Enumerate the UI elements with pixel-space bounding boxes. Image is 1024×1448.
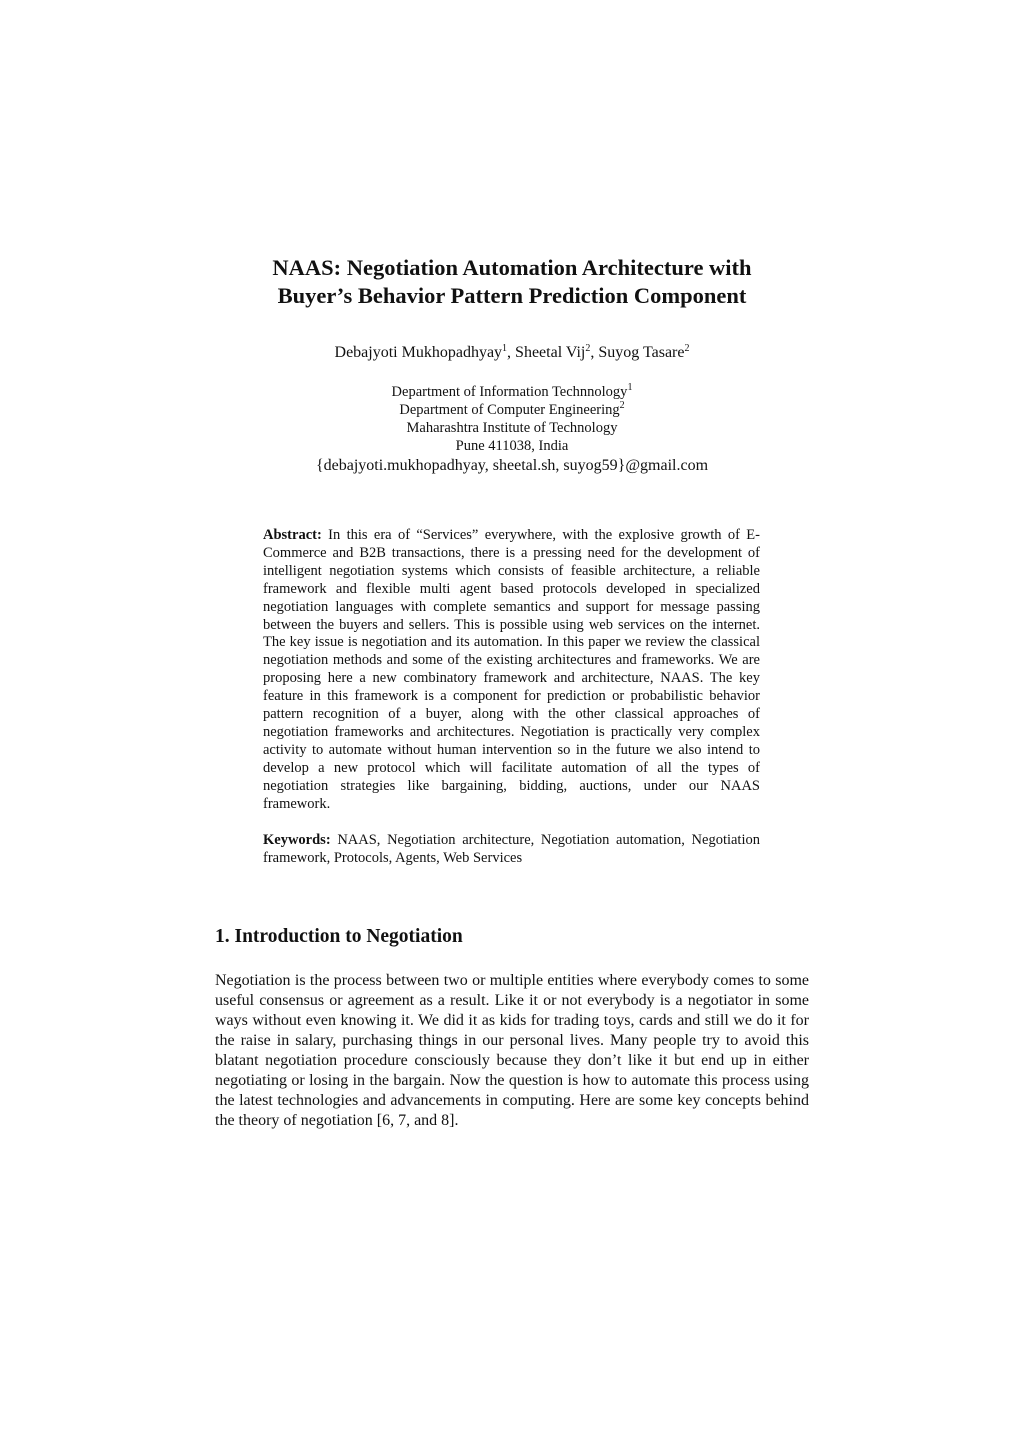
- affiliations: [0, 383, 1024, 476]
- author-list: Debajyoti Mukhopadhyay$^1$, Sheetal Vij$^2$, Suyog Tasare$^2$: [334, 343, 690, 361]
- abstract-label: Abstract:: [263, 527, 322, 543]
- affiliation-dept-1: Department of Information Technnology$^1$: [391, 382, 633, 400]
- section-paragraph: Negotiation is the process between two or multiple entities where everybody comes to some useful consensus or agreement as a result. Like it or not everybody is a negotiator in some ways without even knowing it. We did it as kids for trading toys, cards and still we do it for the raise in salary, purchasing things in our personal lives. Many people try to avoid this blatant negotiation procedure consciously because they don’t like it but end up in either negotiating or losing in the bargain. Now the question is how to automate this process using the latest technologies and advancements in computing. Here are some key concepts behind the theory of negotiation [6, 7, and 8].: [215, 972, 809, 1129]
- author-affil-mark: 2: [684, 343, 690, 354]
- affiliation-institute: Maharashtra Institute of Technology: [406, 420, 618, 436]
- author-affil-mark: 1: [502, 343, 508, 354]
- abstract: [263, 527, 760, 814]
- author-name: Debajyoti Mukhopadhyay: [334, 344, 503, 361]
- section-heading: 1. Introduction to Negotiation: [215, 926, 463, 947]
- author-emails: {debajyoti.mukhopadhyay, sheetal.sh, suyog59}@gmail.com: [315, 457, 709, 474]
- keywords-label: Keywords:: [263, 832, 331, 848]
- affiliation-address: Pune 411038, India: [455, 438, 569, 454]
- affiliation-dept-2: Department of Computer Engineering$^2$: [399, 400, 625, 418]
- author-name: Sheetal Vij: [515, 344, 586, 361]
- title-line-1: NAAS: Negotiation Automation Architecture with: [272, 255, 752, 280]
- keywords-text: NAAS, Negotiation architecture, Negotiation automation, Negotiation framework, Protocols, Agents, Web Services: [263, 832, 760, 866]
- abstract-text: In this era of “Services” everywhere, with the explosive growth of E-Commerce and B2B transactions, there is a pressing need for the development of intelligent negotiation systems which consists of feasible architecture, a reliable framework and flexible multi agent based protocols developed in specialized negotiation languages with complete semantics and support for message passing between the buyers and sellers. This is possible using web services on the internet. The key issue is negotiation and its automation. In this paper we review the classical negotiation methods and some of the existing architectures and frameworks. We are proposing here a new combinatory framework and architecture, NAAS. The key feature in this framework is a component for prediction or probabilistic behavior pattern recognition of a buyer, along with the other classical approaches of negotiation frameworks and architectures. Negotiation is practically very complex activity to automate without human intervention so in the future we also intend to develop a new protocol which will facilitate automation of all the types of negotiation strategies like bargaining, bidding, auctions, under our NAAS framework.: [263, 527, 760, 812]
- title-line-2: Buyer’s Behavior Pattern Prediction Component: [277, 283, 747, 308]
- keywords: [263, 832, 760, 868]
- author-affil-mark: 2: [585, 343, 591, 354]
- paper-title: [0, 254, 1024, 310]
- author-name: Suyog Tasare: [598, 344, 685, 361]
